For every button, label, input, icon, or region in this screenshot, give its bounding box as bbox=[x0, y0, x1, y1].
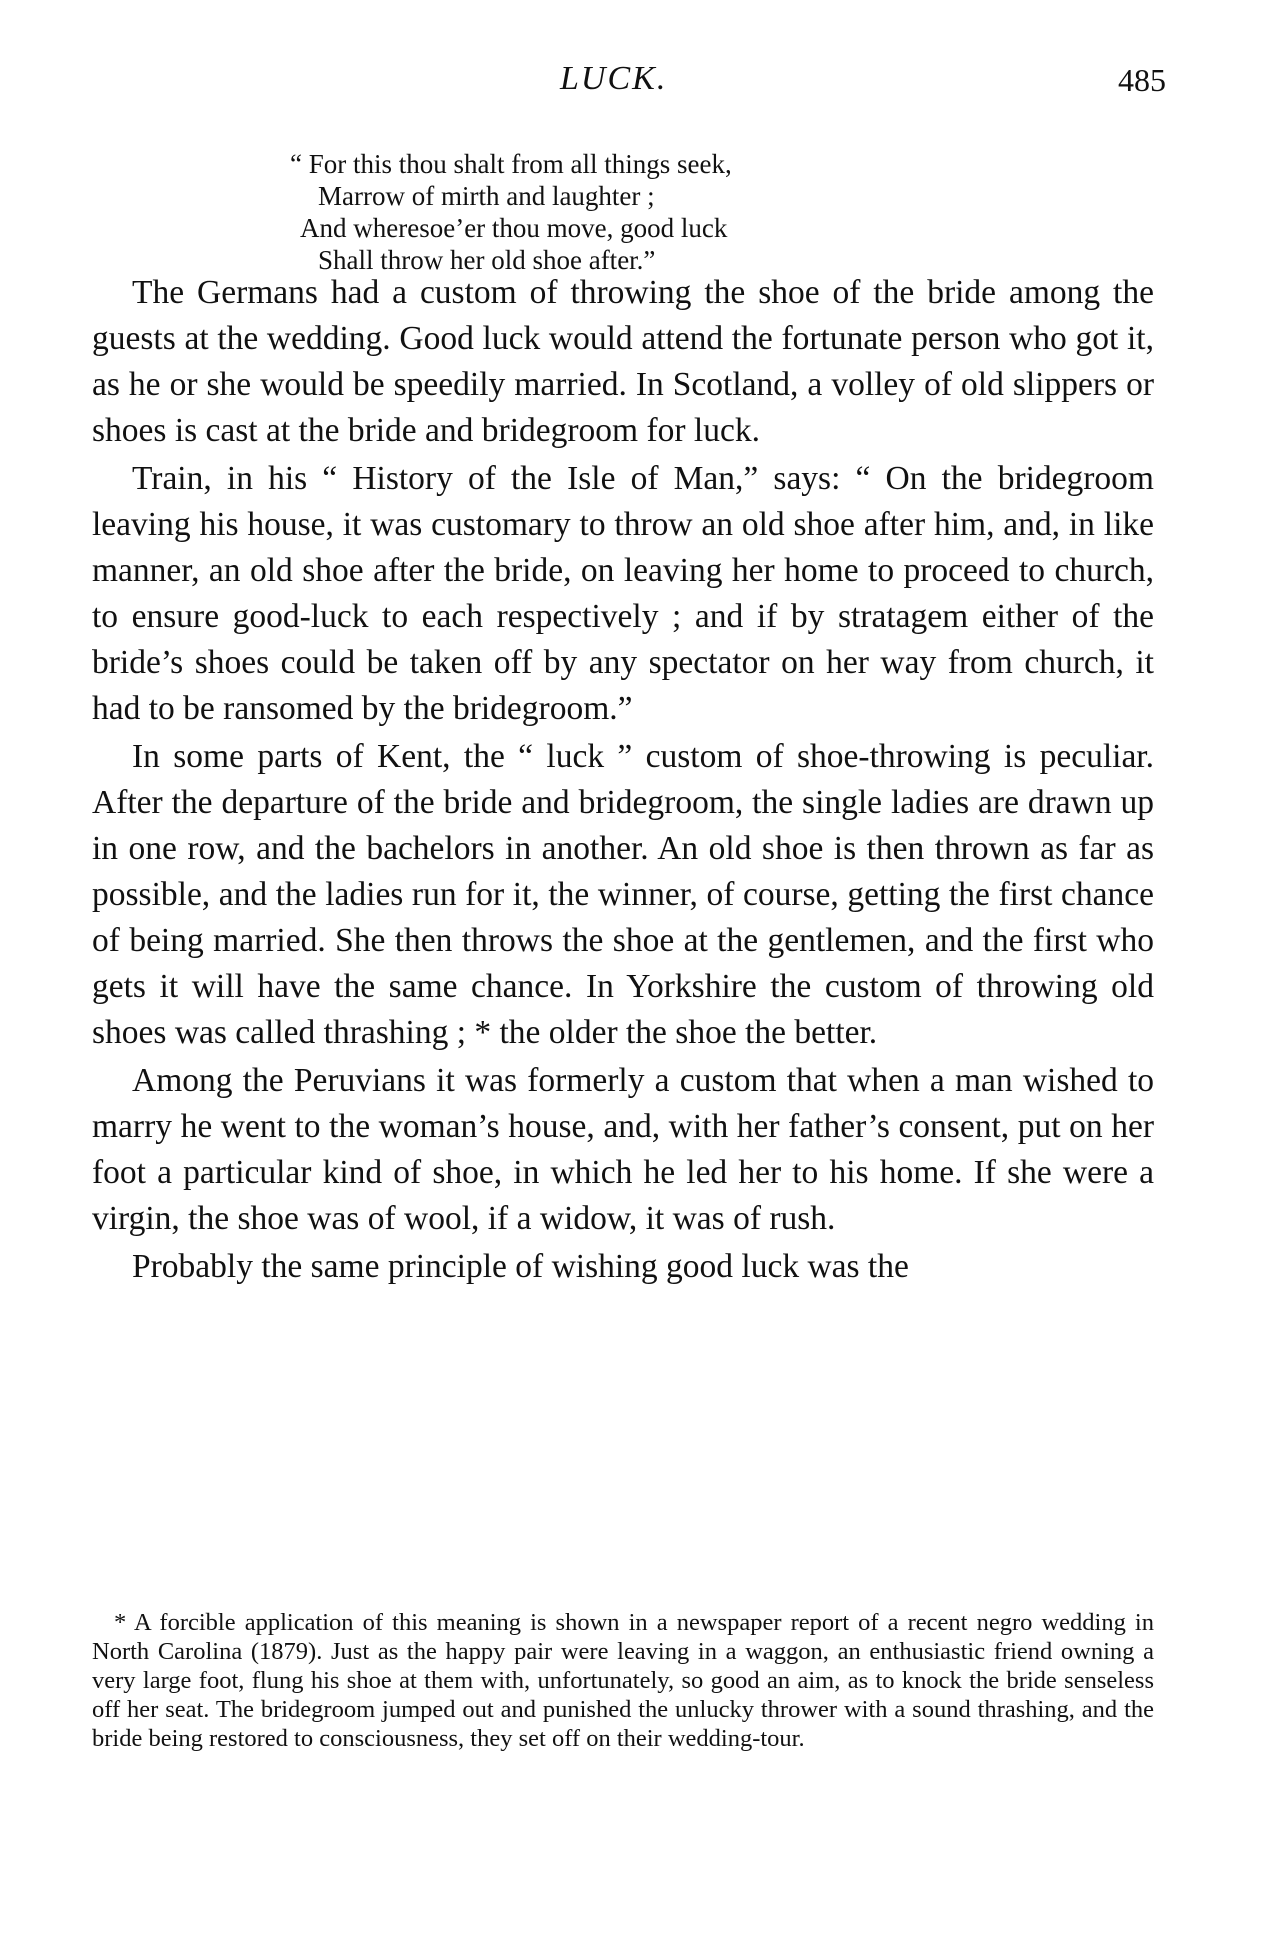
verse-quote bbox=[290, 148, 1010, 276]
verse-line: Marrow of mirth and laughter ; bbox=[318, 181, 655, 211]
body-text bbox=[92, 270, 1154, 1290]
page-number: 485 bbox=[1118, 62, 1166, 98]
paragraph-peruvian-custom: Among the Peruvians it was formerly a custom that when a man wished to marry he went to the woman’s house, and, with her father’s consent, put on her foot a particular kind of shoe, in which he led her to his home. If she were a virgin, the shoe was of wool, if a widow, it was of rush. bbox=[92, 1062, 1154, 1237]
footnote bbox=[92, 1608, 1154, 1753]
verse-line: And wheresoe’er thou move, good luck bbox=[300, 213, 728, 243]
running-head bbox=[0, 60, 1275, 110]
paragraph-german-custom: The Germans had a custom of throwing the shoe of the bride among the guests at the wedding. Good luck would attend the fortunate person who got it, as he or she would be speedily married. In Scotland, a volley of old slippers or shoes is cast at the bride and bridegroom for luck. bbox=[92, 274, 1154, 449]
verse-line: “ For this thou shalt from all things seek, bbox=[290, 149, 732, 179]
running-title: LUCK. bbox=[560, 60, 668, 97]
paragraph-continued: Probably the same principle of wishing good luck was the bbox=[132, 1248, 909, 1285]
footnote-text: * A forcible application of this meaning is shown in a newspaper report of a recent negro wedding in North Carolina (1879). Just as the happy pair were leaving in a waggon, an enthusiastic friend owning a very large foot, flung his shoe at them with, unfortunately, so good an aim, as to knock the bride senseless off her seat. The bridegroom jumped out and punished the unlucky thrower with a sound thrashing, and the bride being restored to consciousness, they set off on their wedding-tour. bbox=[92, 1609, 1154, 1752]
verse-line: Shall throw her old shoe after.” bbox=[318, 245, 656, 275]
paragraph-kent-custom: In some parts of Kent, the “ luck ” custom of shoe-throwing is peculiar. After the departure of the bride and bridegroom, the single ladies are drawn up in one row, and the bachelors in another. An old shoe is then thrown as far as possible, and the ladies run for it, the winner, of course, getting the first chance of being married. She then throws the shoe at the gentlemen, and the first who gets it will have the same chance. In Yorkshire the custom of throwing old shoes was called thrashing ; * the older the shoe the better. bbox=[92, 738, 1154, 1051]
paragraph-isle-of-man: Train, in his “ History of the Isle of Man,” says: “ On the bridegroom leaving his house, it was customary to throw an old shoe after him, and, in like manner, an old shoe after the bride, on leaving her home to proceed to church, to ensure good-luck to each respectively ; and if by stratagem either of the bride’s shoes could be taken off by any spectator on her way from church, it had to be ransomed by the bridegroom.” bbox=[92, 460, 1154, 727]
